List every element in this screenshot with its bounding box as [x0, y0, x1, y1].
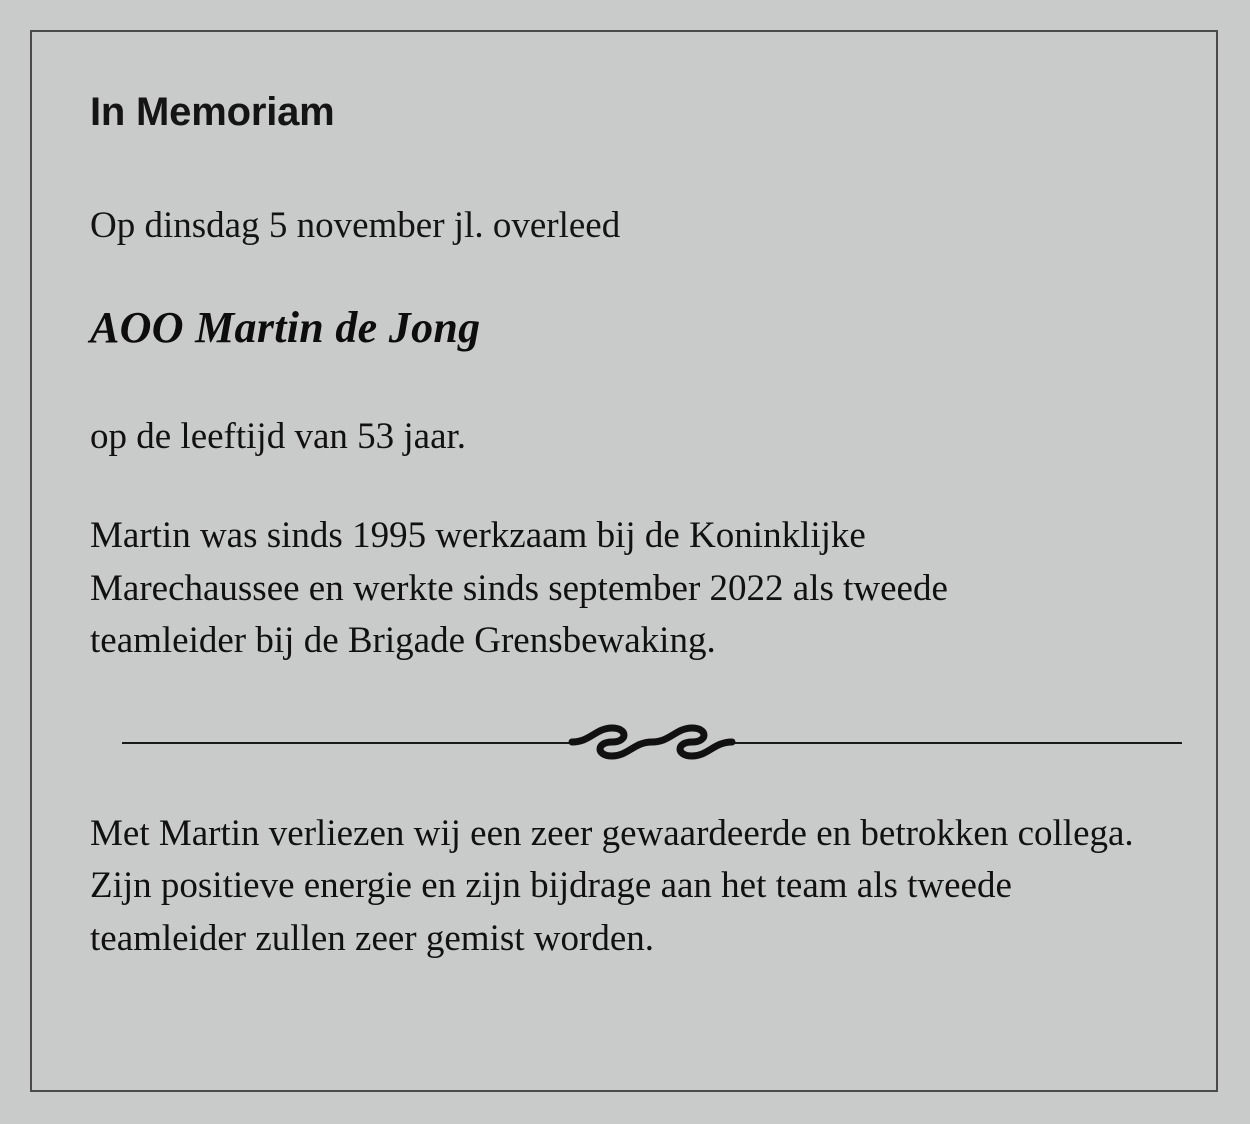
divider-rule-right [727, 742, 1182, 744]
death-date-line: Op dinsdag 5 november jl. overleed [90, 205, 621, 246]
closing-paragraph: Met Martin verliezen wij een zeer gewaardeerde en betrokken collega. Zijn positieve energie en zijn bijdrage aan het team als tweede teamleider zullen zeer gemist worden. [90, 812, 1134, 959]
divider-rule-left [122, 742, 577, 744]
page-title: In Memoriam [90, 90, 335, 134]
age-line: op de leeftijd van 53 jaar. [90, 416, 467, 457]
flourish-icon [562, 720, 742, 764]
ornamental-flourish-divider-icon [122, 720, 1182, 764]
deceased-name: AOO Martin de Jong [90, 303, 481, 352]
biography-paragraph: Martin was sinds 1995 werkzaam bij de Koninklijke Marechaussee en werkte sinds september 2022 als tweede teamleider bij de Brigade Grensbewaking. [90, 515, 948, 662]
in-memoriam-card [30, 30, 1218, 1092]
